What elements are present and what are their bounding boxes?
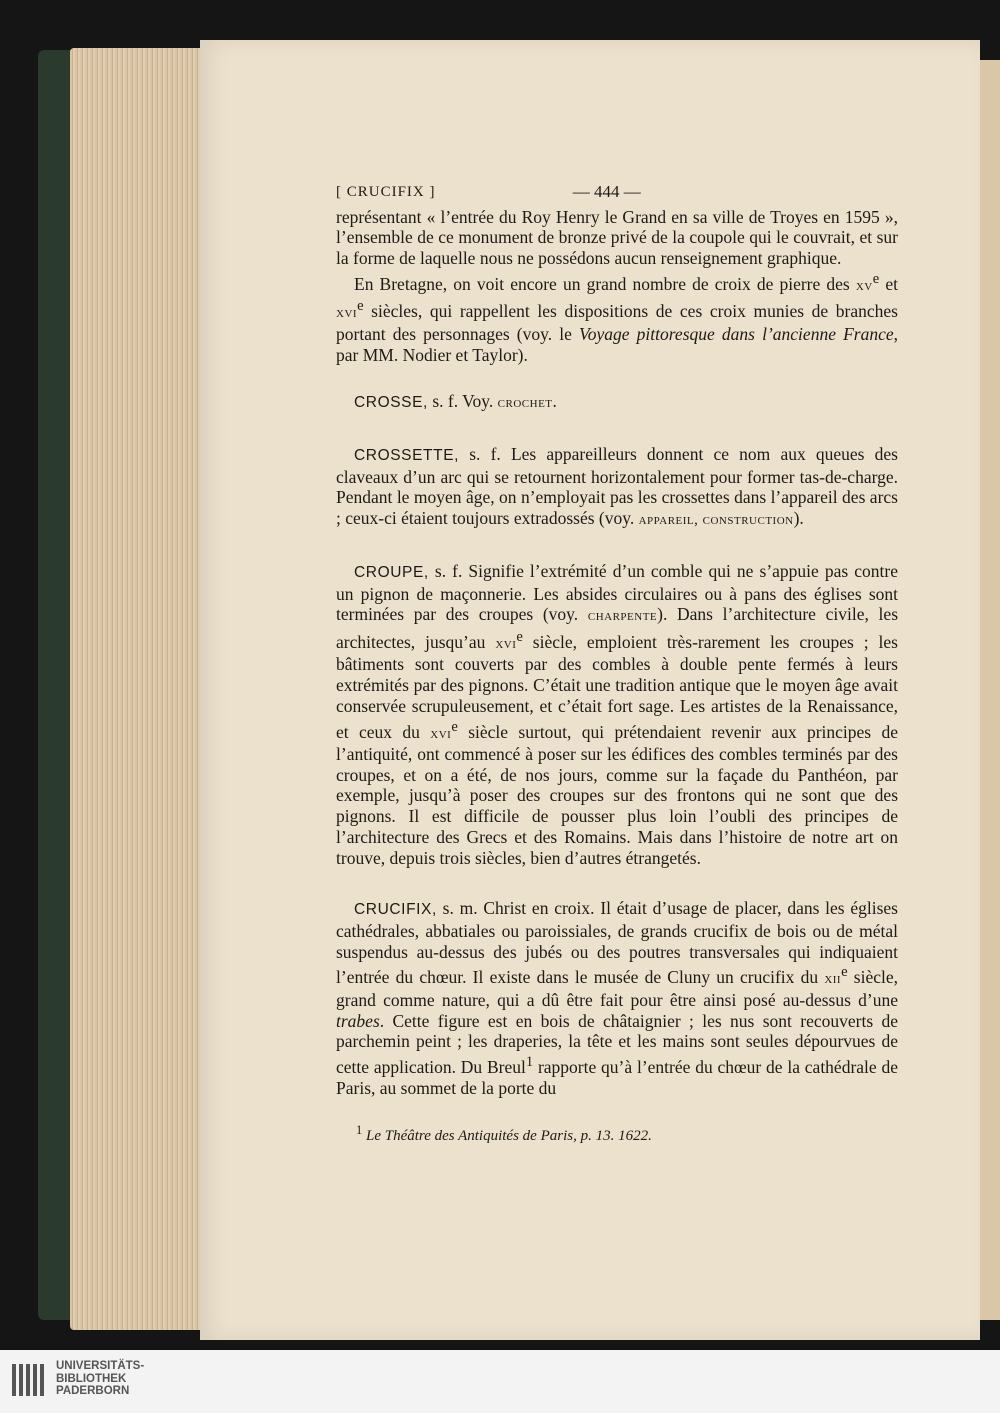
text-span: siècle surtout, qui prétendaient revenir aux principes de l’antiquité, ont commencé à poser sur les édifices des combles terminés par des croupes, et on a été, de nos jours, comme sur la façade du Panthéon, par exemple, jusqu’à poser des croupes sur des frontons qui ne sont que des pignons. Il est difficile de pousser plus loin l’oubli des principes de l’architecture des Grecs et des Romains. Mais dans l’histoire de notre art on trouve, depuis trois siècles, bien d’autres étrangetés. [336,721,898,868]
entry-headword: CROUPE, [354,563,429,581]
roman-numeral: xv [855,277,873,294]
library-name-line: PADERBORN [56,1385,130,1397]
book-title: Voyage pittoresque dans l’ancienne France [579,323,894,344]
text-span: ). [793,508,804,529]
roman-numeral: xvi [430,725,452,742]
footnote-number: 1 [356,1123,363,1138]
text-span: s. f. Voy. [427,391,498,412]
page-text [336,182,898,1147]
footnote [336,1120,898,1147]
text-span: . [552,391,557,412]
library-footer [0,1350,1000,1413]
running-head [336,182,898,203]
entry-headword: CROSSETTE, [354,446,460,464]
superscript: e [516,628,523,645]
entry-crucifix [336,898,898,1098]
running-head-title: [ CRUCIFIX ] [336,184,436,200]
text-span: siècle, grand comme nature, qui a dû être fait pour être ainsi posé au-dessus d’une [336,967,898,1010]
paragraph-troyes: représentant « l’entrée du Roy Henry le Grand en sa ville de Troyes en 1595 », l’ensemble de ce monument de bronze privé de la coupole qui le couvrait, et sur la forme de laquelle nous ne possédons aucun renseignement graphique. [336,206,898,269]
page-edges [70,48,210,1330]
text-span: siècle, emploient très-rarement les croupes ; les bâtiments sont couverts par des combles à double pente fermés à leurs extrémités par des pignons. C’était une tradition antique que le moyen âge avait conservée scrupuleusement, et c’était fort sage. Les artistes de la Renaissance, et ceux du [336,631,898,742]
book-page [200,40,980,1340]
footnote-text: Le Théâtre des Antiquités de Paris, p. 13. 1622. [366,1128,652,1145]
entry-headword: CROSSE, [354,394,428,412]
entry-crosse [336,391,898,414]
text-span: En Bretagne, on voit encore un grand nombre de croix de pierre des [354,273,856,294]
paragraph-bretagne [336,269,898,365]
text-span: s. m. Christ en croix. Il était d’usage de placer, dans les églises cathédrales, abbatiales ou paroissiales, de grands crucifix de bois ou de métal suspendus au-dessus des jubés ou des poutres transversales qui indiquaient l’entrée du chœur. Il existe dans le musée de Cluny un crucifix du [336,898,898,988]
superscript: e [451,718,458,735]
latin-term: trabes [336,1010,380,1031]
library-name [56,1360,144,1398]
text-span: rapporte qu’à l’entrée du chœur de la cathédrale de Paris, au sommet de la porte du [336,1056,898,1098]
text-span: siècles, qui rappellent les dispositions de ces croix munies de branches portant des personnages (voy. le [336,301,898,344]
library-logo-icon [10,1360,50,1400]
superscript: e [357,298,364,315]
footnote-reference: 1 [525,1054,534,1071]
library-name-line: UNIVERSITÄTS- [56,1360,145,1372]
cross-reference: appareil, construction [638,512,794,529]
superscript: e [841,964,848,981]
entry-headword: CRUCIFIX, [354,901,437,919]
roman-numeral: xvi [495,635,517,652]
text-span: s. f. Les appareilleurs donnent ce nom aux queues des claveaux d’un arc qui se retournent horizontalement pour former tas-de-charge. Pendant le moyen âge, on n’employait pas les crossettes dans l’appareil des arcs ; ceux-ci étaient toujours extradossés (voy. [336,443,898,529]
text-span: s. f. Signifie l’extrémité d’un comble qui ne s’appuie pas contre un pignon de maçonnerie. Les absides circulaires ou à pans des églises sont terminées par des croupes (voy. [336,560,898,625]
roman-numeral: xii [824,971,842,988]
text-span: et [879,273,898,294]
text-span: ). Dans l’architecture civile, les architectes, jusqu’au [336,604,898,652]
text-span: . Cette figure est en bois de châtaignier ; les nus sont recouverts de parchemin peint ; les draperies, la tête et les mains sont seules dépourvues de cette application. Du Breul [336,1010,898,1077]
entry-crossette [336,444,898,531]
library-name-line: BIBLIOTHEK [56,1372,127,1385]
roman-numeral: xvi [336,305,358,322]
cross-reference: charpente [587,608,658,625]
cross-reference: crochet [497,395,553,412]
entry-croupe [336,561,898,869]
superscript: e [872,270,880,287]
text-span: , par MM. Nodier et Taylor). [336,323,899,365]
page-number: — 444 — [572,182,641,201]
